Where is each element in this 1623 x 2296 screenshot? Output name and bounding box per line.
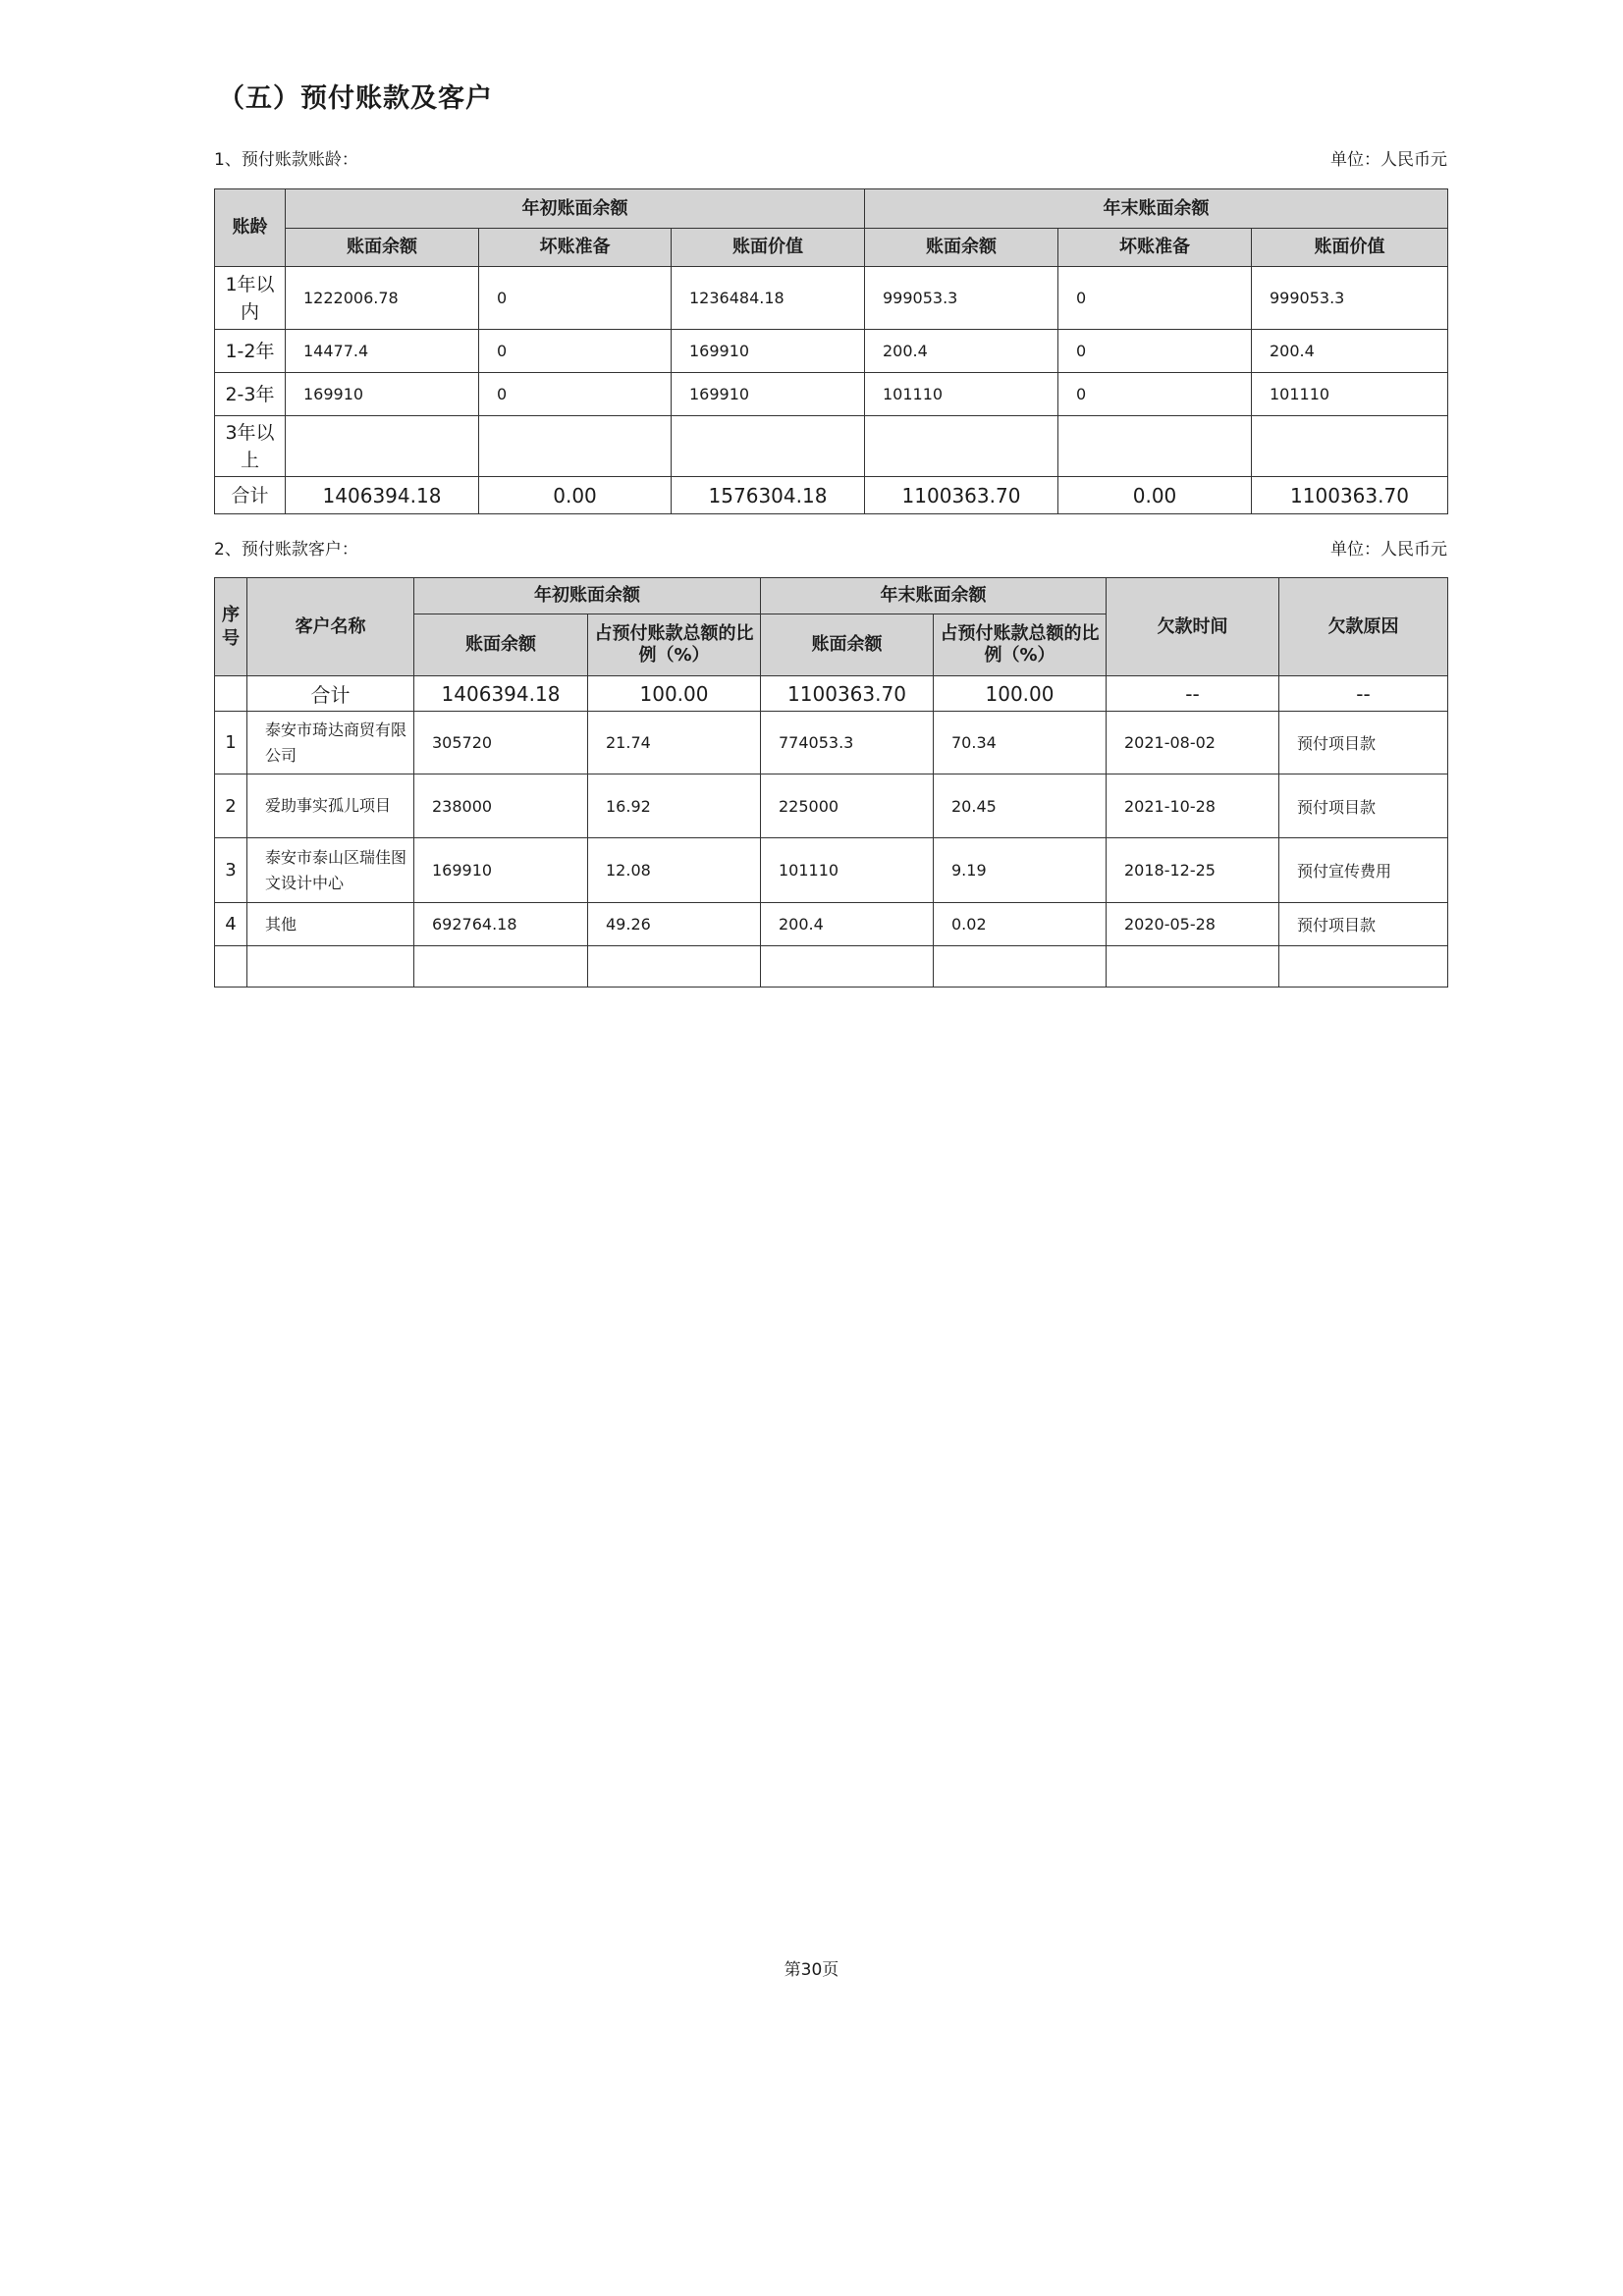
aging-subtitle-row — [214, 145, 1447, 175]
cell: 169910 — [672, 373, 865, 416]
subheader-begin-book-balance: 账面余额 — [286, 229, 479, 267]
cell — [934, 946, 1107, 988]
row-index: 3 — [215, 838, 247, 903]
header-age: 账龄 — [215, 189, 286, 267]
cell: 200.4 — [1252, 330, 1448, 373]
cell: 预付项目款 — [1279, 712, 1448, 774]
header-debt-date: 欠款时间 — [1107, 578, 1279, 676]
cell — [215, 946, 247, 988]
cell — [247, 946, 414, 988]
page-number: 第30页 — [784, 1960, 839, 1980]
cell: 70.34 — [934, 712, 1107, 774]
cell: 169910 — [672, 330, 865, 373]
cell: 225000 — [761, 774, 934, 838]
cell — [672, 416, 865, 477]
cell: 21.74 — [588, 712, 761, 774]
total-cell: 0.00 — [1058, 477, 1252, 514]
cell: 774053.3 — [761, 712, 934, 774]
cell: 0 — [1058, 373, 1252, 416]
aging-subtitle: 1、预付账款账龄： — [214, 150, 358, 170]
table-row — [215, 903, 1448, 946]
total-cell: 0.00 — [479, 477, 672, 514]
table-row — [215, 774, 1448, 838]
customers-subtitle: 2、预付账款客户： — [214, 540, 358, 560]
cell: 169910 — [414, 838, 588, 903]
subheader-end-balance: 账面余额 — [761, 614, 934, 676]
cell: 200.4 — [865, 330, 1058, 373]
cell: 49.26 — [588, 903, 761, 946]
cell — [588, 946, 761, 988]
total-label: 合计 — [247, 676, 414, 712]
age-label: 1-2年 — [215, 330, 286, 373]
cell: 169910 — [286, 373, 479, 416]
total-cell: -- — [1107, 676, 1279, 712]
total-cell: 1576304.18 — [672, 477, 865, 514]
cell — [215, 676, 247, 712]
cell: 1236484.18 — [672, 267, 865, 330]
total-cell: 100.00 — [934, 676, 1107, 712]
cell: 预付宣传费用 — [1279, 838, 1448, 903]
cell — [414, 946, 588, 988]
total-cell: 1406394.18 — [286, 477, 479, 514]
table-row — [215, 416, 1448, 477]
cell: 12.08 — [588, 838, 761, 903]
table-row — [215, 330, 1448, 373]
header-customer-name: 客户名称 — [247, 578, 414, 676]
cell: 0 — [1058, 330, 1252, 373]
table-row — [215, 267, 1448, 330]
table-row — [215, 373, 1448, 416]
row-index: 4 — [215, 903, 247, 946]
subheader-end-bad-debt: 坏账准备 — [1058, 229, 1252, 267]
subheader-begin-bad-debt: 坏账准备 — [479, 229, 672, 267]
cell — [1252, 416, 1448, 477]
row-index: 1 — [215, 712, 247, 774]
total-cell: -- — [1279, 676, 1448, 712]
cell — [1107, 946, 1279, 988]
cell: 0 — [479, 330, 672, 373]
aging-table — [214, 188, 1448, 514]
cell: 2018-12-25 — [1107, 838, 1279, 903]
cell: 0.02 — [934, 903, 1107, 946]
cell — [865, 416, 1058, 477]
cell: 0 — [479, 267, 672, 330]
header-begin-balance: 年初账面余额 — [286, 189, 865, 229]
age-label: 1年以内 — [215, 267, 286, 330]
total-cell: 1100363.70 — [1252, 477, 1448, 514]
total-row — [215, 477, 1448, 514]
age-label: 2-3年 — [215, 373, 286, 416]
cell: 0 — [1058, 267, 1252, 330]
cell: 20.45 — [934, 774, 1107, 838]
age-label: 3年以上 — [215, 416, 286, 477]
cell: 101110 — [1252, 373, 1448, 416]
cell — [1279, 946, 1448, 988]
subheader-end-book-balance: 账面余额 — [865, 229, 1058, 267]
cell: 238000 — [414, 774, 588, 838]
cell: 999053.3 — [865, 267, 1058, 330]
total-cell: 100.00 — [588, 676, 761, 712]
customers-subtitle-row — [214, 535, 1447, 564]
cell: 预付项目款 — [1279, 774, 1448, 838]
cell: 200.4 — [761, 903, 934, 946]
cell: 2021-08-02 — [1107, 712, 1279, 774]
cell: 101110 — [761, 838, 934, 903]
cell: 14477.4 — [286, 330, 479, 373]
row-index: 2 — [215, 774, 247, 838]
cell — [286, 416, 479, 477]
cell — [479, 416, 672, 477]
subheader-begin-balance: 账面余额 — [414, 614, 588, 676]
cell: 9.19 — [934, 838, 1107, 903]
subheader-end-book-value: 账面价值 — [1252, 229, 1448, 267]
cell: 预付项目款 — [1279, 903, 1448, 946]
cell: 2021-10-28 — [1107, 774, 1279, 838]
cell — [761, 946, 934, 988]
cell: 1222006.78 — [286, 267, 479, 330]
total-cell: 1406394.18 — [414, 676, 588, 712]
cell: 16.92 — [588, 774, 761, 838]
cell — [1058, 416, 1252, 477]
customer-name: 爱助事实孤儿项目 — [247, 774, 414, 838]
customer-name: 其他 — [247, 903, 414, 946]
cell: 692764.18 — [414, 903, 588, 946]
header-debt-reason: 欠款原因 — [1279, 578, 1448, 676]
customers-table — [214, 577, 1448, 988]
cell: 999053.3 — [1252, 267, 1448, 330]
empty-row — [215, 946, 1448, 988]
cell: 305720 — [414, 712, 588, 774]
customers-unit: 单位：人民币元 — [1330, 540, 1447, 560]
total-row — [215, 676, 1448, 712]
header-end-balance: 年末账面余额 — [865, 189, 1448, 229]
subheader-end-ratio: 占预付账款总额的比例（%） — [934, 614, 1107, 676]
header-index: 序号 — [215, 578, 247, 676]
cell: 2020-05-28 — [1107, 903, 1279, 946]
subheader-begin-book-value: 账面价值 — [672, 229, 865, 267]
header-begin-balance: 年初账面余额 — [414, 578, 761, 614]
customer-name: 泰安市琦达商贸有限公司 — [247, 712, 414, 774]
table-row — [215, 712, 1448, 774]
header-end-balance: 年末账面余额 — [761, 578, 1107, 614]
customer-name: 泰安市泰山区瑞佳图文设计中心 — [247, 838, 414, 903]
total-cell: 1100363.70 — [761, 676, 934, 712]
subheader-begin-ratio: 占预付账款总额的比例（%） — [588, 614, 761, 676]
cell: 0 — [479, 373, 672, 416]
section-title: （五）预付账款及客户 — [218, 83, 493, 114]
total-label: 合计 — [215, 477, 286, 514]
cell: 101110 — [865, 373, 1058, 416]
total-cell: 1100363.70 — [865, 477, 1058, 514]
table-row — [215, 838, 1448, 903]
aging-unit: 单位：人民币元 — [1330, 150, 1447, 170]
